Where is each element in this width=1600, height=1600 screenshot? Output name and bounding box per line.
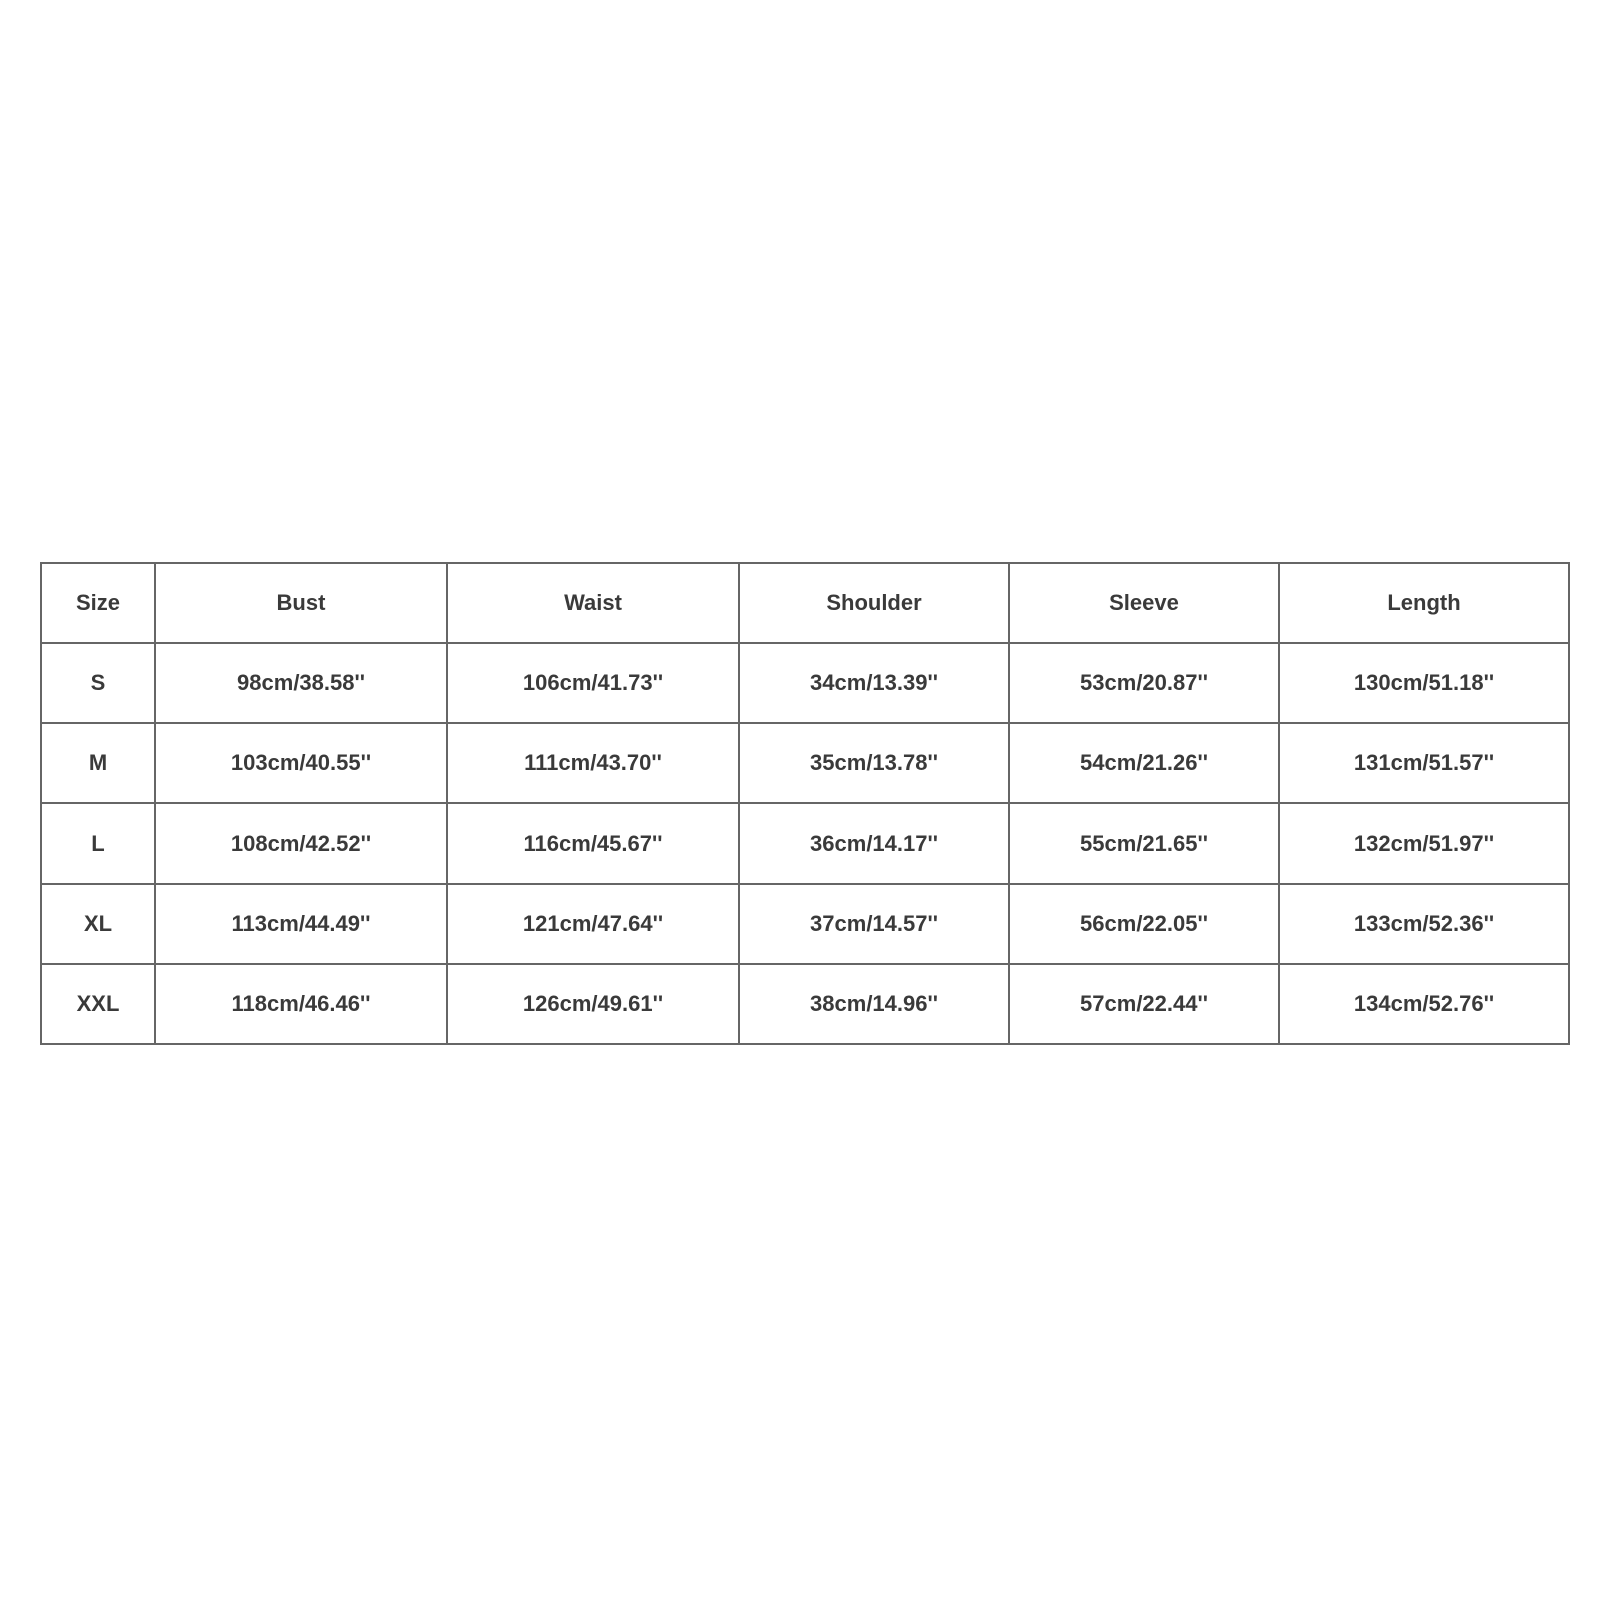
shoulder-cell: 36cm/14.17'' [739,803,1009,883]
shoulder-cell: 38cm/14.96'' [739,964,1009,1044]
bust-cell: 113cm/44.49'' [155,884,447,964]
waist-cell: 111cm/43.70'' [447,723,739,803]
header-size: Size [41,563,155,643]
shoulder-cell: 35cm/13.78'' [739,723,1009,803]
header-length: Length [1279,563,1569,643]
bust-cell: 108cm/42.52'' [155,803,447,883]
length-cell: 132cm/51.97'' [1279,803,1569,883]
size-chart-table [40,562,1570,1045]
size-cell: L [41,803,155,883]
table-row [41,723,1569,803]
table-row [41,643,1569,723]
length-cell: 133cm/52.36'' [1279,884,1569,964]
size-cell: S [41,643,155,723]
sleeve-cell: 57cm/22.44'' [1009,964,1279,1044]
waist-cell: 126cm/49.61'' [447,964,739,1044]
length-cell: 131cm/51.57'' [1279,723,1569,803]
waist-cell: 121cm/47.64'' [447,884,739,964]
header-sleeve: Sleeve [1009,563,1279,643]
bust-cell: 98cm/38.58'' [155,643,447,723]
bust-cell: 103cm/40.55'' [155,723,447,803]
waist-cell: 106cm/41.73'' [447,643,739,723]
header-shoulder: Shoulder [739,563,1009,643]
bust-cell: 118cm/46.46'' [155,964,447,1044]
shoulder-cell: 34cm/13.39'' [739,643,1009,723]
table-row [41,964,1569,1044]
sleeve-cell: 56cm/22.05'' [1009,884,1279,964]
table-row [41,884,1569,964]
sleeve-cell: 54cm/21.26'' [1009,723,1279,803]
table-header-row [41,563,1569,643]
shoulder-cell: 37cm/14.57'' [739,884,1009,964]
size-cell: XXL [41,964,155,1044]
size-cell: M [41,723,155,803]
sleeve-cell: 55cm/21.65'' [1009,803,1279,883]
sleeve-cell: 53cm/20.87'' [1009,643,1279,723]
size-cell: XL [41,884,155,964]
table-row [41,803,1569,883]
length-cell: 134cm/52.76'' [1279,964,1569,1044]
length-cell: 130cm/51.18'' [1279,643,1569,723]
header-waist: Waist [447,563,739,643]
waist-cell: 116cm/45.67'' [447,803,739,883]
header-bust: Bust [155,563,447,643]
